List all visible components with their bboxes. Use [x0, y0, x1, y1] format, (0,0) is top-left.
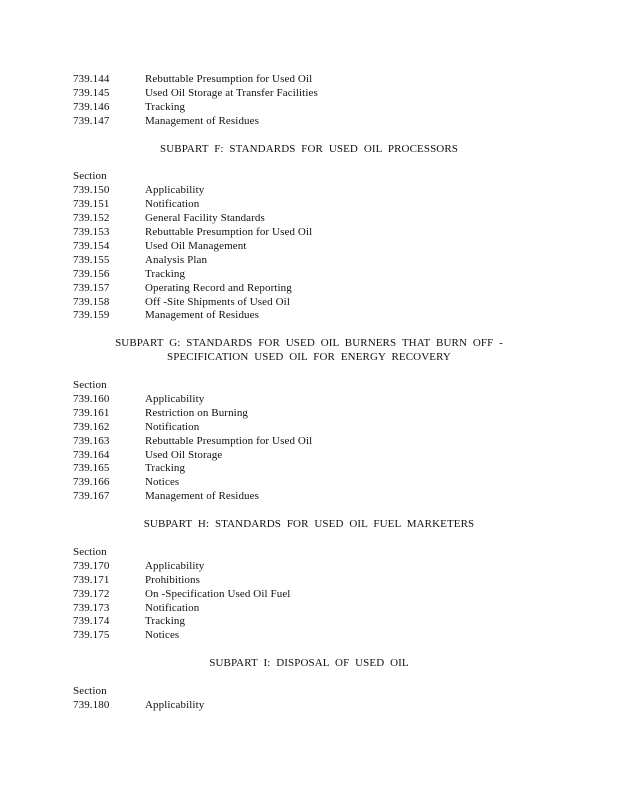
section-title: Operating Record and Reporting — [145, 281, 292, 294]
section-number: 739.172 — [73, 587, 110, 600]
section-number: 739.175 — [73, 629, 110, 642]
section-number: 739.174 — [73, 615, 110, 628]
section-title: Applicability — [145, 392, 205, 405]
section-number: 739.170 — [73, 559, 110, 572]
section-title: Tracking — [145, 462, 186, 475]
section-number: 739.154 — [73, 239, 110, 252]
section-title: Applicability — [145, 698, 205, 711]
section-title: Off -Site Shipments of Used Oil — [145, 295, 290, 308]
section-number: 739.146 — [73, 100, 110, 113]
section-title: Applicability — [145, 184, 205, 197]
section-number: 739.166 — [73, 476, 110, 489]
section-title: General Facility Standards — [145, 212, 265, 225]
section-number: 739.156 — [73, 267, 110, 280]
section-number: 739.144 — [73, 73, 110, 85]
section-number: 739.164 — [73, 448, 110, 461]
section-title: Notification — [145, 601, 200, 614]
section-title: Management of Residues — [145, 309, 260, 322]
section-number: 739.151 — [73, 198, 110, 211]
section-number: 739.147 — [73, 114, 110, 127]
section-number: 739.162 — [73, 420, 110, 433]
section-number: 739.145 — [73, 86, 110, 99]
section-title: Tracking — [145, 100, 186, 113]
section-title: Tracking — [145, 615, 186, 628]
section-label: Section — [73, 379, 107, 391]
section-title: Prohibitions — [145, 573, 200, 586]
section-number: 739.150 — [73, 184, 110, 197]
section-title: Notices — [145, 629, 180, 642]
section-title: Notices — [145, 476, 180, 489]
section-number: 739.160 — [73, 392, 110, 405]
section-number: 739.180 — [73, 698, 110, 711]
section-title: Used Oil Storage at Transfer Facilities — [145, 86, 318, 99]
section-title: Notification — [145, 198, 200, 211]
section-number: 739.173 — [73, 601, 110, 614]
subpart-heading: SUBPART G: STANDARDS FOR USED OIL BURNERS THAT BURN OFF - — [115, 337, 503, 350]
subpart-heading: SUBPART H: STANDARDS FOR USED OIL FUEL MARKETERS — [143, 518, 475, 530]
section-number: 739.153 — [73, 226, 110, 238]
section-title: Rebuttable Presumption for Used Oil — [145, 73, 313, 85]
section-number: 739.163 — [73, 434, 110, 447]
section-label: Section — [73, 545, 107, 558]
section-number: 739.155 — [73, 253, 110, 266]
section-title: Management of Residues — [145, 114, 260, 127]
section-title: Used Oil Storage — [145, 448, 223, 461]
section-title: Tracking — [145, 267, 186, 280]
section-title: Rebuttable Presumption for Used Oil — [145, 226, 313, 238]
section-title: Used Oil Management — [145, 239, 247, 252]
subpart-heading: SUBPART F: STANDARDS FOR USED OIL PROCESSORS — [160, 142, 458, 155]
section-number: 739.161 — [73, 406, 110, 419]
section-title: Notification — [145, 420, 200, 433]
section-title: Rebuttable Presumption for Used Oil — [145, 434, 313, 447]
section-number: 739.152 — [73, 212, 110, 225]
section-number: 739.159 — [73, 309, 110, 322]
subpart-heading: SUBPART I: DISPOSAL OF USED OIL — [209, 657, 409, 670]
section-label: Section — [73, 170, 107, 183]
subpart-heading: SPECIFICATION USED OIL FOR ENERGY RECOVERY — [167, 351, 451, 364]
section-title: Restriction on Burning — [145, 406, 249, 419]
section-number: 739.171 — [73, 573, 110, 586]
section-title: Management of Residues — [145, 490, 260, 503]
section-label: Section — [73, 685, 107, 697]
section-number: 739.167 — [73, 490, 110, 503]
section-number: 739.158 — [73, 295, 110, 308]
section-number: 739.165 — [73, 462, 110, 475]
section-title: Analysis Plan — [145, 253, 208, 266]
section-number: 739.157 — [73, 281, 110, 294]
section-title: On -Specification Used Oil Fuel — [145, 587, 291, 600]
section-title: Applicability — [145, 559, 205, 572]
